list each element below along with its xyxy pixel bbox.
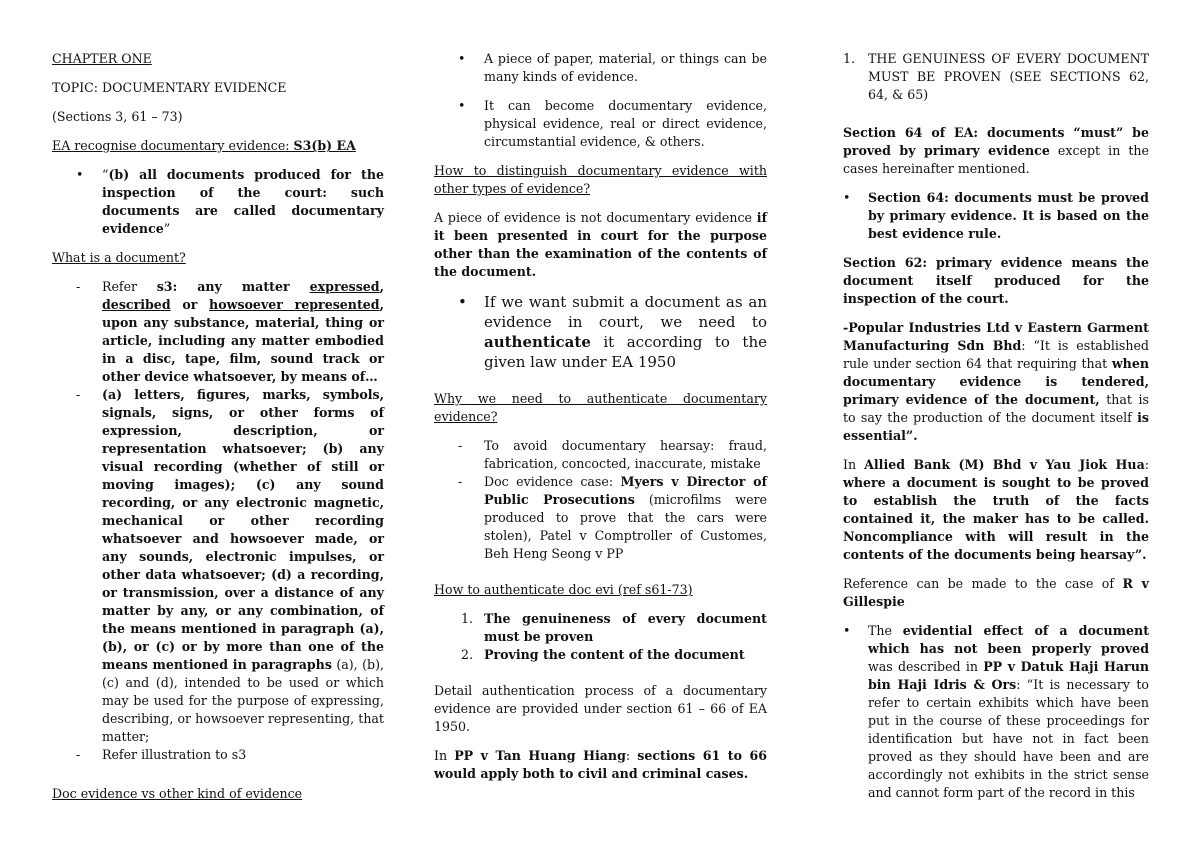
list-item: 1. THE GENUINESS OF EVERY DOCUMENT MUST BE PROVEN (SEE SECTIONS 62, 64, & 65) — [843, 51, 1149, 102]
evidential-list — [843, 622, 1149, 802]
why-list — [434, 437, 767, 563]
column-3 — [843, 50, 1149, 813]
evidence-kinds-list — [434, 50, 767, 151]
reference-paragraph: Reference can be made to the case of R v Gillespie — [843, 576, 1149, 609]
column-1 — [52, 50, 384, 814]
list-item: - (a) letters, figures, marks, symbols, signals, signs, or other forms of expression, description, or representation whatsoever; (b) any visual recording (whether of still or moving images); (c) any sound recording, or any electronic magnetic, mechanical or other recording whatsoever and howsoever made, or any sounds, electronic impulses, or other data whatsoever; (d) a recording, or transmission, over a distance of any matter by any, or any combination, of the means mentioned in paragraph (a), (b), or (c) or by more than one of the means mentioned in paragraphs (a), (b), (c) and (d), intended to be used or which may be used for the purpose of expressing, describing, or howsoever representing, that matter; — [76, 387, 384, 744]
sections-ref: (Sections 3, 61 – 73) — [52, 109, 183, 124]
topic-heading: TOPIC: DOCUMENTARY EVIDENCE — [52, 80, 287, 95]
what-is-heading: What is a document? — [52, 250, 186, 265]
list-item: - Doc evidence case: Myers v Director of Public Prosecutions (microfilms were produced to prove that the cars were stolen), Patel v Comptroller of Customes, Beh Heng Seong v PP — [458, 474, 767, 561]
column-2 — [434, 50, 767, 794]
list-item: - Refer illustration to s3 — [76, 747, 247, 762]
list-item: • If we want submit a document as an evidence in court, we need to authenticate it according to the given law under EA 1950 — [458, 293, 767, 371]
distinguish-heading: How to distinguish documentary evidence with other types of evidence? — [434, 163, 767, 196]
detail-paragraph: Detail authentication process of a documentary evidence are provided under section 61 – 66 of EA 1950. — [434, 683, 767, 734]
doc-vs-heading: Doc evidence vs other kind of evidence — [52, 786, 303, 801]
pp-paragraph: In PP v Tan Huang Hiang: sections 61 to 66 would apply both to civil and criminal cases. — [434, 748, 768, 781]
s64-list — [843, 189, 1149, 243]
list-item: • Section 64: documents must be proved by primary evidence. It is based on the best evidence rule. — [843, 190, 1149, 241]
chapter-heading: CHAPTER ONE — [52, 51, 152, 66]
list-item: • It can become documentary evidence, physical evidence, real or direct evidence, circumstantial evidence, & others. — [458, 98, 767, 149]
recognise-heading: EA recognise documentary evidence: S3(b) EA — [52, 138, 356, 153]
how-list — [434, 610, 767, 664]
list-item: • A piece of paper, material, or things can be many kinds of evidence. — [458, 51, 767, 84]
list-item: - Refer s3: any matter expressed, described or howsoever represented, upon any substance, material, thing or article, including any matter embodied in a disc, tape, film, sound track or other device whatsoever, by means of… — [76, 279, 384, 384]
allied-paragraph: In Allied Bank (M) Bhd v Yau Jiok Hua: where a document is sought to be proved to establish the truth of the facts contained it, the maker has to be called. Noncompliance with will result in the contents of the documents being hearsay”. — [843, 457, 1149, 562]
authenticate-list — [434, 292, 767, 372]
how-heading: How to authenticate doc evi (ref s61-73) — [434, 582, 693, 597]
list-item: • “(b) all documents produced for the inspection of the court: such documents are called documentary evidence” — [76, 167, 384, 236]
list-item: 1. The genuineness of every document must be proven — [461, 611, 767, 644]
popular-paragraph: -Popular Industries Ltd v Eastern Garment Manufacturing Sdn Bhd: “It is established rule under section 64 that requiring that when documentary evidence is tendered, primary evidence of the document, that is to say the production of the document itself is essential”. — [843, 320, 1149, 443]
genuineness-heading-list — [843, 50, 1149, 104]
why-heading: Why we need to authenticate documentary evidence? — [434, 391, 767, 424]
list-item: • The evidential effect of a document which has not been properly proved was described in PP v Datuk Haji Harun bin Haji Idris & Ors: “It is necessary to refer to certain exhibits which have been put in the course of these proceedings for identification but have not in fact been proved as they should have been and are accordingly not exhibits in the strict sense and cannot form part of the record in this — [843, 623, 1150, 800]
definition-list — [52, 278, 384, 764]
list-item: 2. Proving the content of the document — [461, 647, 745, 662]
distinguish-paragraph: A piece of evidence is not documentary evidence if it been presented in court for the purpose other than the examination of the contents of the document. — [434, 210, 767, 279]
s64-paragraph: Section 64 of EA: documents “must” be proved by primary evidence except in the cases hereinafter mentioned. — [843, 125, 1149, 176]
recognise-list — [52, 166, 384, 238]
s62-paragraph: Section 62: primary evidence means the document itself produced for the inspection of the court. — [843, 255, 1149, 306]
list-item: - To avoid documentary hearsay: fraud, fabrication, concocted, inaccurate, mistake — [458, 438, 767, 471]
